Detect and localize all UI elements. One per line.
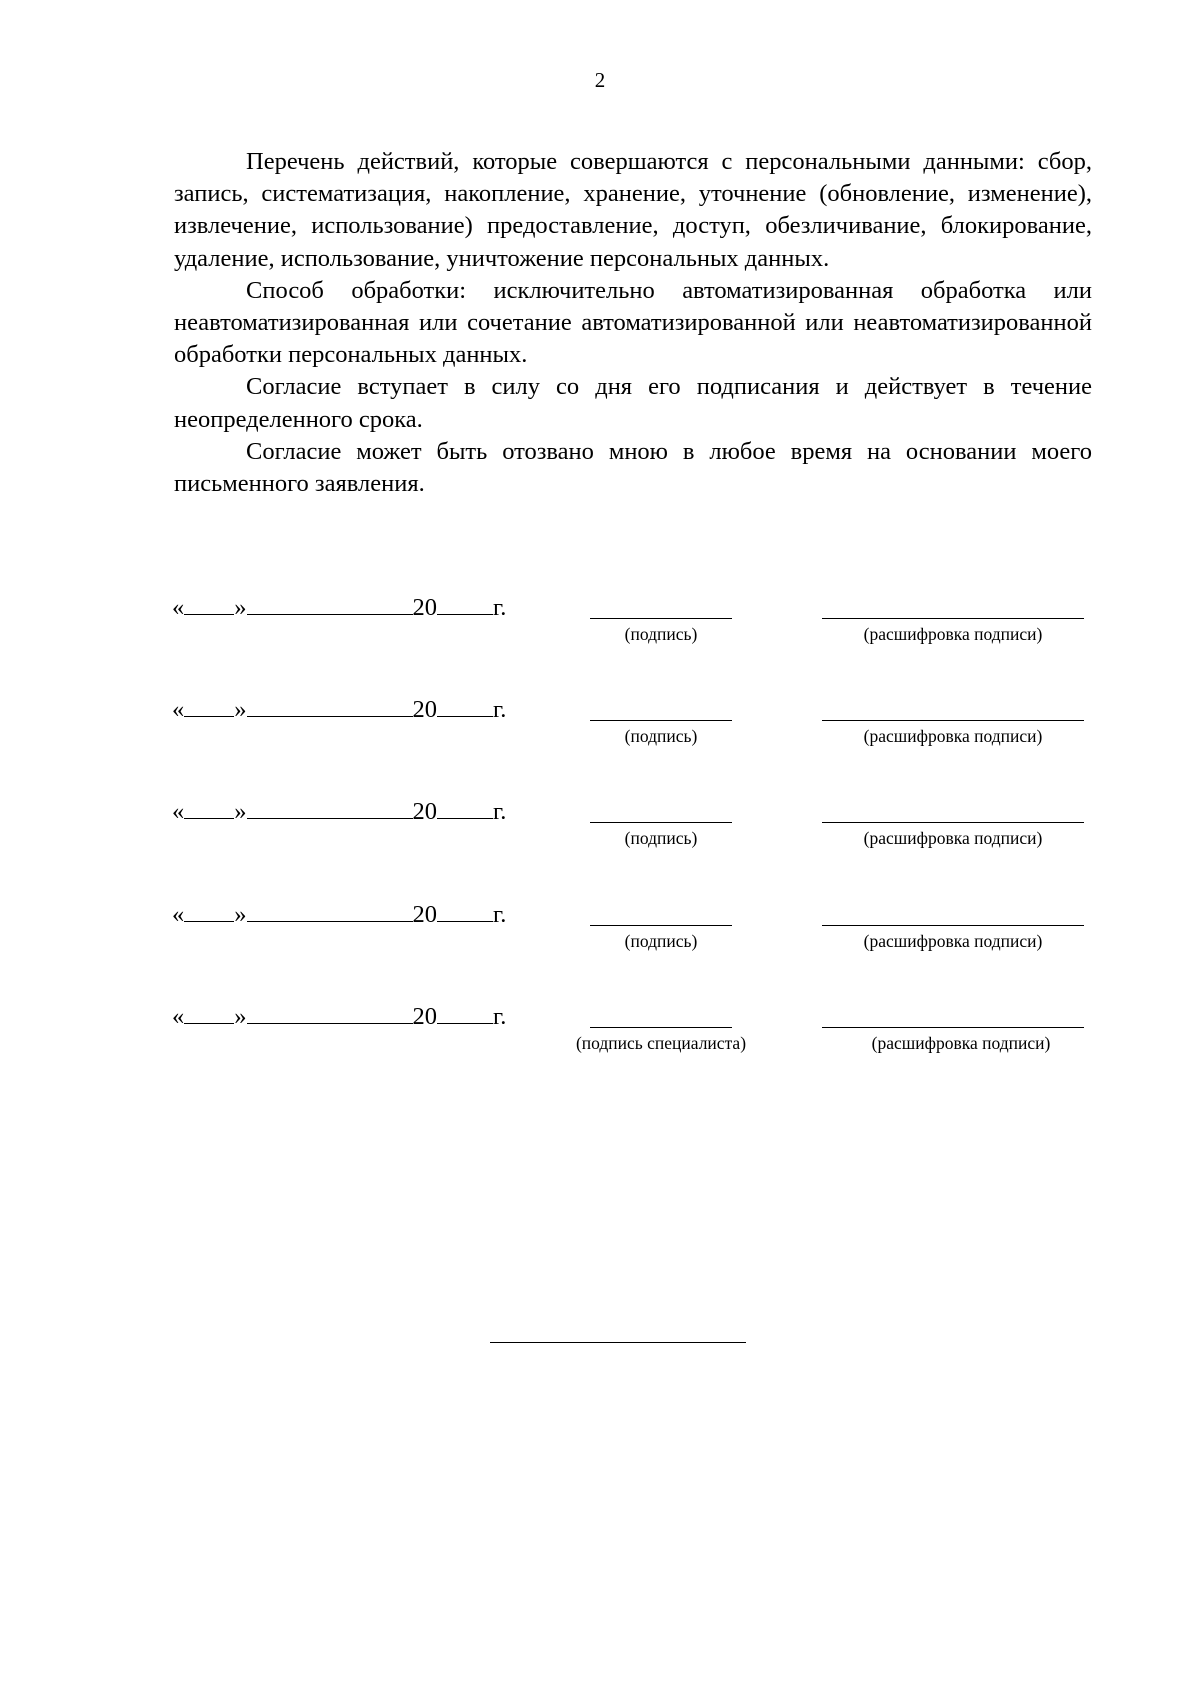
year-blank[interactable]	[437, 592, 493, 615]
date-field	[172, 796, 506, 826]
year-suffix: г.	[493, 798, 507, 825]
signature-line[interactable]	[590, 925, 732, 926]
signature-decode-line[interactable]	[822, 925, 1084, 926]
specialist-signature-caption: (подпись специалиста)	[575, 1033, 747, 1053]
signature-decode-line[interactable]	[822, 1027, 1084, 1028]
year-prefix: 20	[412, 1003, 437, 1030]
signature-decode-line[interactable]	[822, 720, 1084, 721]
year-suffix: г.	[493, 594, 507, 621]
year-blank[interactable]	[437, 796, 493, 819]
signature-row-specialist	[0, 1001, 1200, 1061]
month-blank[interactable]	[247, 899, 413, 922]
consent-text	[174, 146, 1092, 500]
open-quote: «	[172, 594, 185, 621]
month-blank[interactable]	[247, 592, 413, 615]
open-quote: «	[172, 1003, 185, 1030]
signature-caption: (подпись)	[624, 931, 698, 951]
signature-line[interactable]	[590, 618, 732, 619]
year-blank[interactable]	[437, 694, 493, 717]
open-quote: «	[172, 901, 185, 928]
paragraph-revocation: Согласие может быть отозвано мною в любое время на основании моего письменного заявления.	[174, 437, 1092, 498]
signature-line[interactable]	[590, 1027, 732, 1028]
close-quote: »	[234, 1003, 247, 1030]
signature-line[interactable]	[590, 822, 732, 823]
close-quote: »	[234, 696, 247, 723]
signature-line[interactable]	[590, 720, 732, 721]
year-prefix: 20	[412, 594, 437, 621]
signature-caption: (подпись)	[624, 624, 698, 644]
signature-row	[0, 694, 1200, 754]
date-field	[172, 592, 506, 622]
year-prefix: 20	[412, 901, 437, 928]
signature-row	[0, 592, 1200, 652]
year-prefix: 20	[412, 798, 437, 825]
signature-row	[0, 796, 1200, 856]
page-number: 2	[594, 68, 606, 92]
close-quote: »	[234, 901, 247, 928]
signature-decode-caption: (расшифровка подписи)	[863, 624, 1043, 644]
year-suffix: г.	[493, 696, 507, 723]
day-blank[interactable]	[184, 694, 234, 717]
month-blank[interactable]	[247, 694, 413, 717]
signature-decode-line[interactable]	[822, 618, 1084, 619]
year-suffix: г.	[493, 901, 507, 928]
year-suffix: г.	[493, 1003, 507, 1030]
signature-decode-caption: (расшифровка подписи)	[863, 828, 1043, 848]
close-quote: »	[234, 594, 247, 621]
date-field	[172, 899, 506, 929]
day-blank[interactable]	[184, 592, 234, 615]
day-blank[interactable]	[184, 1001, 234, 1024]
year-blank[interactable]	[437, 1001, 493, 1024]
signature-caption: (подпись)	[624, 726, 698, 746]
year-blank[interactable]	[437, 899, 493, 922]
closing-divider	[490, 1342, 746, 1343]
day-blank[interactable]	[184, 899, 234, 922]
signature-decode-caption: (расшифровка подписи)	[863, 726, 1043, 746]
close-quote: »	[234, 798, 247, 825]
signature-decode-caption: (расшифровка подписи)	[863, 931, 1043, 951]
open-quote: «	[172, 696, 185, 723]
month-blank[interactable]	[247, 796, 413, 819]
date-field	[172, 694, 506, 724]
date-field	[172, 1001, 506, 1031]
signature-caption: (подпись)	[624, 828, 698, 848]
paragraph-actions: Перечень действий, которые совершаются с персональными данными: сбор, запись, систематизация, накопление, хранение, уточнение (обновление, изменение), извлечение, использование) предоставление, доступ, обезличивание, блокирование, удаление, использование, уничтожение персональных данных.	[174, 148, 1092, 272]
signature-row	[0, 899, 1200, 959]
month-blank[interactable]	[247, 1001, 413, 1024]
signature-decode-line[interactable]	[822, 822, 1084, 823]
paragraph-processing-method: Способ обработки: исключительно автоматизированная обработка или неавтоматизированная или сочетание автоматизированной или неавтоматизированной обработки персональных данных.	[174, 276, 1092, 369]
signature-decode-caption: (расшифровка подписи)	[871, 1033, 1051, 1053]
paragraph-validity: Согласие вступает в силу со дня его подписания и действует в течение неопределенного срока.	[174, 373, 1092, 433]
year-prefix: 20	[412, 696, 437, 723]
open-quote: «	[172, 798, 185, 825]
day-blank[interactable]	[184, 796, 234, 819]
